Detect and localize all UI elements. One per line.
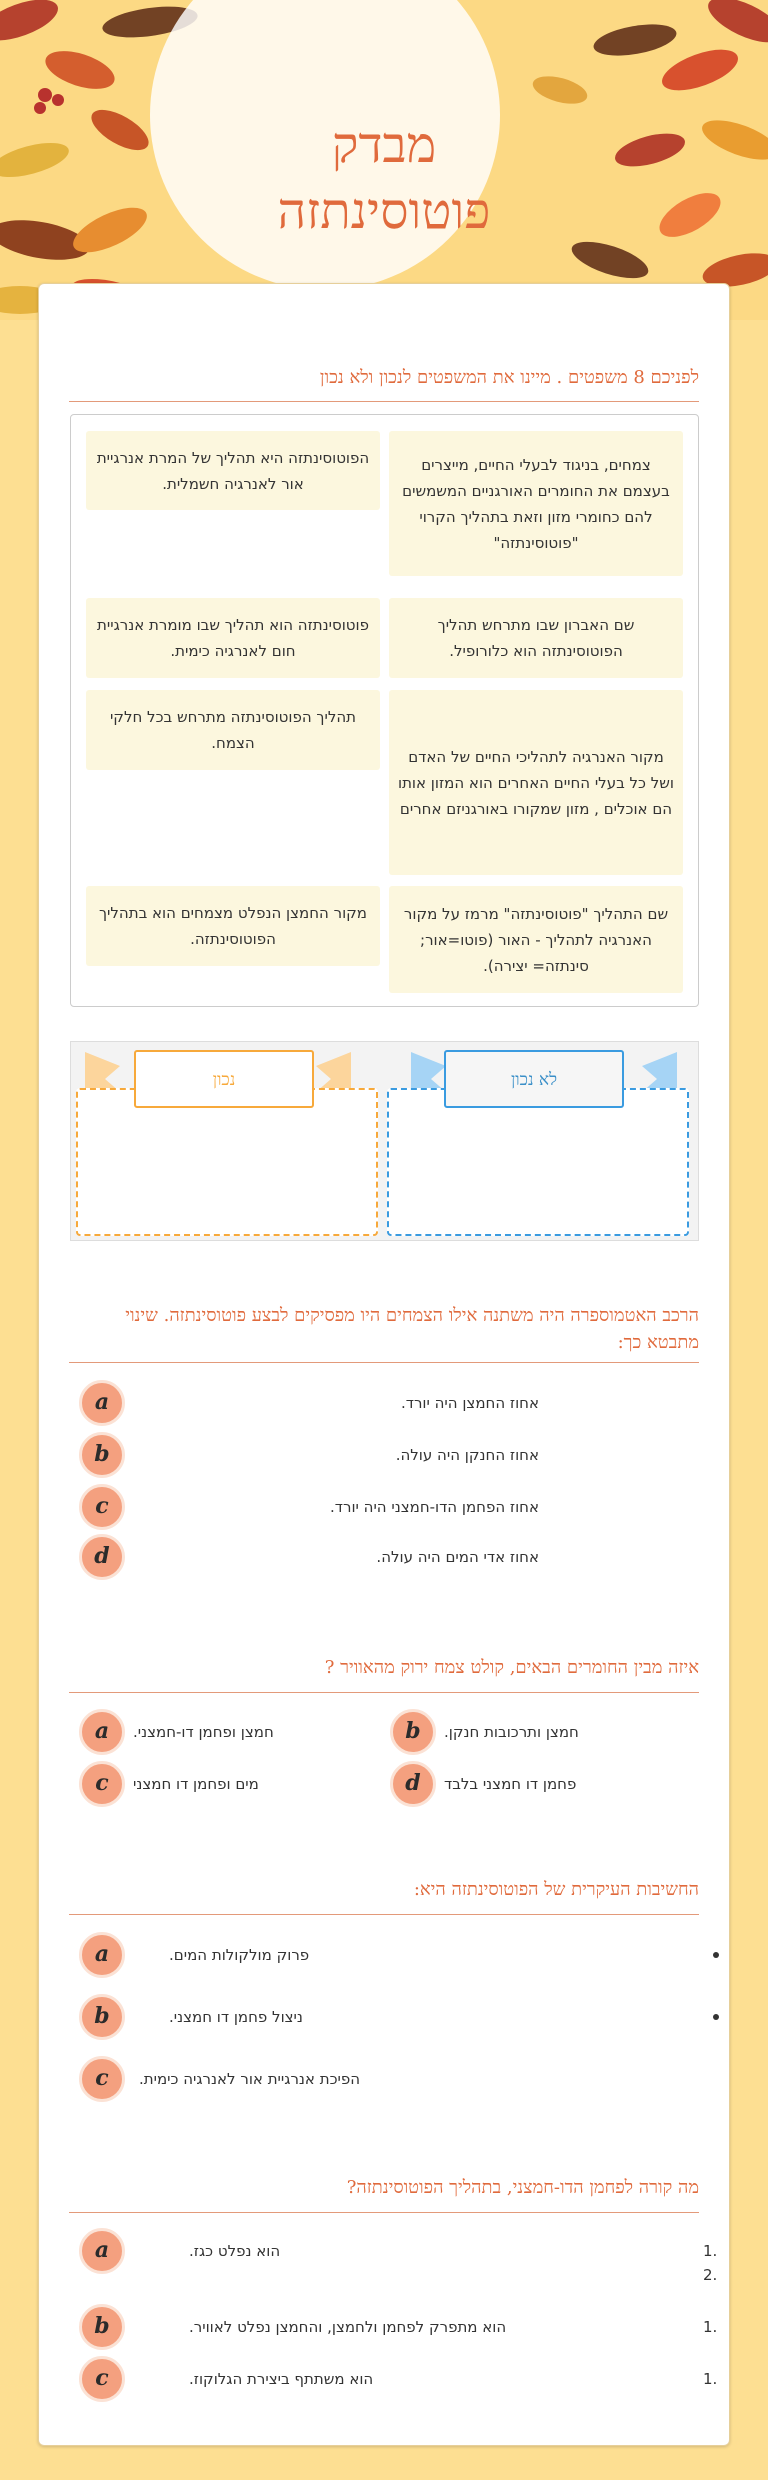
divider xyxy=(69,2212,699,2213)
bullet xyxy=(713,1952,719,1958)
option-text[interactable]: חמצן ופחמן דו-חמצני. xyxy=(133,1723,274,1741)
drop-zone-true[interactable] xyxy=(76,1088,378,1236)
option-text[interactable]: אחוז החמצן היה יורד. xyxy=(400,1394,539,1412)
sort-area xyxy=(70,1041,699,1241)
statement-card[interactable]: הפוטוסינתזה היא תהליך של המרת אנרגיית אור לאנרגיה חשמלית. xyxy=(86,431,380,510)
section-title-sort: לפניכם 8 משפטים . מיינו את המשפטים לנכון ולא נכון xyxy=(319,367,699,388)
statement-card[interactable]: שם האברון שבו מתרחש תהליך הפוטוסינתזה הוא כלורופיל. xyxy=(389,598,683,678)
list-number: 1. xyxy=(703,2242,718,2260)
list-number: 1. xyxy=(703,2318,718,2336)
option-text[interactable]: הוא מתפרק לפחמן ולחמצן, והחמצן נפלט לאוויר. xyxy=(189,2318,507,2336)
option-badge-b[interactable]: b xyxy=(79,2304,125,2350)
divider xyxy=(69,1914,699,1915)
statements-panel xyxy=(70,414,699,1007)
label-true: נכון xyxy=(134,1050,314,1108)
option-badge-d[interactable]: d xyxy=(79,1534,125,1580)
option-badge-a[interactable]: a xyxy=(79,1709,125,1755)
list-number: 2. xyxy=(703,2266,718,2284)
option-text[interactable]: אחוז החנקן היה עולה. xyxy=(395,1446,539,1464)
statement-card[interactable]: פוטוסינתזה הוא תהליך שבו מומרת אנרגיית חום לאנרגיה כימית. xyxy=(86,598,380,678)
option-text[interactable]: הוא משתתף ביצירת הגלוקוז. xyxy=(189,2370,374,2388)
option-badge-c[interactable]: c xyxy=(79,1484,125,1530)
option-badge-b[interactable]: b xyxy=(390,1709,436,1755)
option-badge-c[interactable]: c xyxy=(79,2356,125,2402)
drop-zone-false[interactable] xyxy=(387,1088,689,1236)
option-badge-c[interactable]: c xyxy=(79,1761,125,1807)
statement-card[interactable]: צמחים, בניגוד לבעלי החיים, מייצרים בעצמם את החומרים האורגניים המשמשים להם כחומרי מזון וזאת בתהליך הקרוי "פוטוסינתזה" xyxy=(389,431,683,576)
divider xyxy=(69,1362,699,1363)
option-badge-d[interactable]: d xyxy=(390,1761,436,1807)
option-badge-b[interactable]: b xyxy=(79,1432,125,1478)
option-text[interactable]: אחוז הפחמן הדו-חמצני היה יורד. xyxy=(330,1498,539,1516)
option-badge-c[interactable]: c xyxy=(79,2056,125,2102)
list-number: 1. xyxy=(703,2370,718,2388)
option-text[interactable]: חמצן ותרכובות חנקן. xyxy=(444,1723,579,1741)
option-badge-a[interactable]: a xyxy=(79,2228,125,2274)
divider xyxy=(69,401,699,402)
content-card xyxy=(38,283,730,2446)
page-title: מבדק פוטוסינתזה xyxy=(277,116,491,240)
option-text[interactable]: ניצול פחמן דו חמצני. xyxy=(169,2008,303,2026)
option-text[interactable]: הפיכת אנרגיית אור לאנרגיה כימית. xyxy=(139,2070,361,2088)
statement-card[interactable]: מקור החמצן הנפלט מצמחים הוא בתהליך הפוטוסינתזה. xyxy=(86,886,380,966)
header-banner xyxy=(0,0,768,320)
question-title: איזה מבין החומרים הבאים, קולט צמח ירוק מהאוויר ? xyxy=(324,1657,699,1678)
option-badge-a[interactable]: a xyxy=(79,1380,125,1426)
statement-card[interactable]: שם התהליך "פוטוסינתזה" מרמז על מקור האנרגיה לתהליך - האור (פוטו=אור; סינתזה= יצירה). xyxy=(389,886,683,993)
option-text[interactable]: פחמן דו חמצני בלבד xyxy=(444,1775,577,1793)
question-title: מה קורה לפחמן הדו-חמצני, בתהליך הפוטוסינתזה? xyxy=(346,2177,699,2198)
divider xyxy=(69,1692,699,1693)
option-badge-a[interactable]: a xyxy=(79,1932,125,1978)
statement-card[interactable]: תהליך הפוטוסינתזה מתרחש בכל חלקי הצמח. xyxy=(86,690,380,770)
label-false: לא נכון xyxy=(444,1050,624,1108)
option-badge-b[interactable]: b xyxy=(79,1994,125,2040)
question-title: הרכב האטמוספרה היה משתנה אילו הצמחים היו מפסיקים לבצע פוטוסינתזה. שינוי מתבטא כך: xyxy=(125,1305,699,1353)
question-title: החשיבות העיקרית של הפוטוסינתזה היא: xyxy=(413,1879,699,1900)
option-text[interactable]: פרוק מולקולות המים. xyxy=(169,1946,310,1964)
statement-card[interactable]: מקור האנרגיה לתהליכי החיים של האדם ושל כל בעלי החיים האחרים הוא המזון אותו הם אוכלים , מזון שמקורו באורגניזם אחרים xyxy=(389,690,683,875)
option-text[interactable]: הוא נפלט כגז. xyxy=(189,2242,281,2260)
option-text[interactable]: אחוז אדי המים היה עולה. xyxy=(376,1548,539,1566)
bullet xyxy=(713,2014,719,2020)
option-text[interactable]: מים ופחמן דו חמצני xyxy=(133,1775,259,1793)
